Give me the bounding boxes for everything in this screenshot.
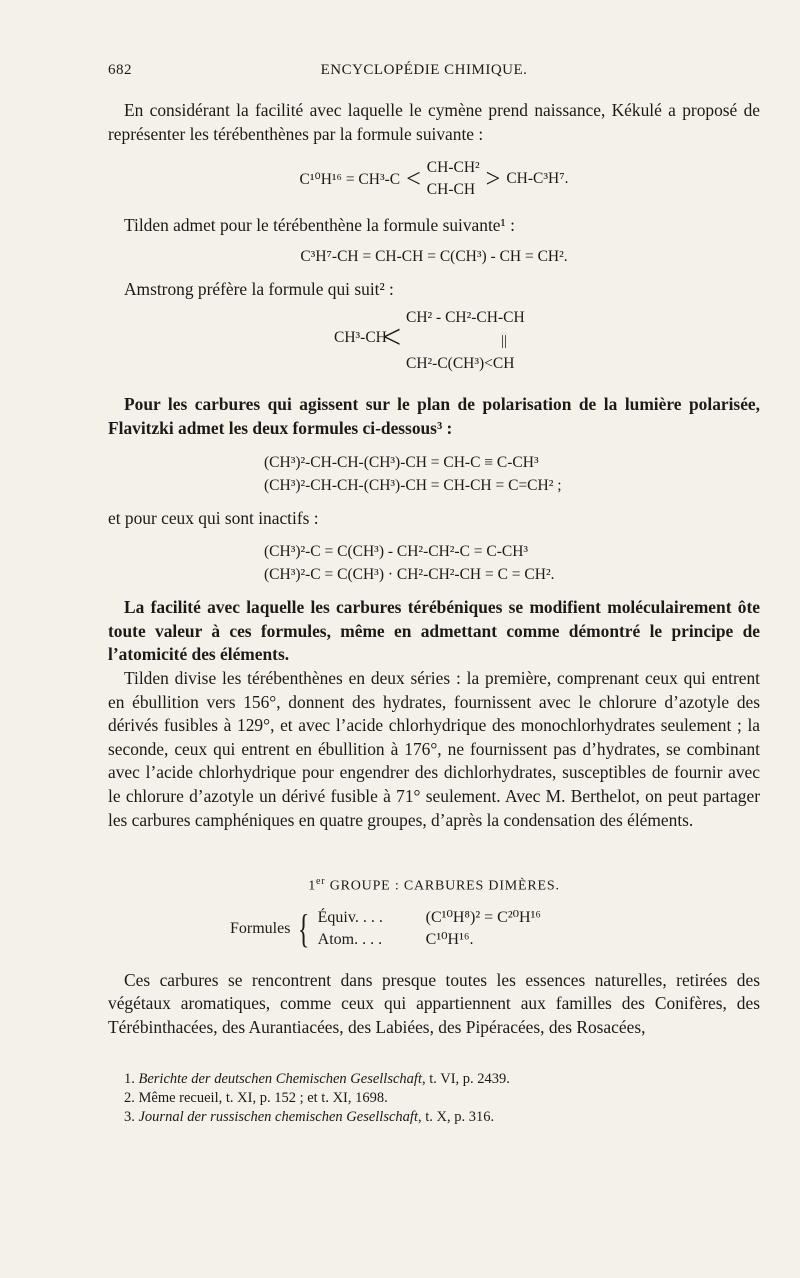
formules-row-name: Équiv. . . . xyxy=(317,908,383,926)
page xyxy=(108,62,760,1127)
group-title: GROUPE : CARBURES DIMÈRES. xyxy=(329,878,560,894)
formula-kekule-bottom: CH-CH xyxy=(426,181,476,199)
paragraph-tilden-series: Tilden divise les térébenthènes en deux séries : la première, comprenant ceux qui entrent en ébullition vers 156°, donnent des hydrates, fournissent avec le chlorure d’azotyle des dérivés fusibles à 129°, et avec l’acide chlorhydrique des monochlorhydrates seulement ; la seconde, ceux qui entrent en ébullition à 176°, ne fournissent pas d’hydrates, se combinant avec l’acide chlorhydrique pour engendrer des dichlorhydrates, susceptibles de fournir avec le chlorure d’azotyle un dérivé fusible à 71° seulement. Avec M. Berthelot, on peut partager les carbures camphéniques en quatre groupes, d’après la condensation des éléments. xyxy=(108,667,760,830)
angle-open: < xyxy=(406,164,421,194)
paragraph-inactifs: et pour ceux qui sont inactifs : xyxy=(108,507,319,528)
formules-rows xyxy=(318,907,541,951)
formules-table xyxy=(230,907,760,951)
footnote xyxy=(108,1108,760,1127)
running-title: ENCYCLOPÉDIE CHIMIQUE. xyxy=(320,62,528,78)
page-number: 682 xyxy=(108,62,132,78)
section-heading xyxy=(108,876,760,895)
formula-line: (CH³)²-CH-CH-(CH³)-CH = CH-C ≡ C-CH³ xyxy=(264,453,539,471)
paragraph-tilden: Tilden admet pour le térébenthène la formule suivante¹ : xyxy=(124,215,515,236)
brace: { xyxy=(298,905,310,951)
footnote xyxy=(108,1070,760,1089)
formula-amstrong-bottom: CH²-C(CH³)<CH xyxy=(406,355,515,373)
formules-row-value: C¹⁰H¹⁶. xyxy=(425,930,474,948)
formules-row xyxy=(318,929,541,951)
formula-flavitzki-inactive xyxy=(264,540,760,586)
footnote-number: 1. xyxy=(124,1070,135,1087)
paragraph-kekule: En considérant la facilité avec laquelle le cymène prend naissance, Kékulé a proposé de représenter les térébenthènes par la formule suivante : xyxy=(108,100,760,144)
paragraph-amstrong: Amstrong préfère la formule qui suit² : xyxy=(124,278,394,299)
formules-row xyxy=(318,907,541,929)
formules-label: Formules xyxy=(230,919,291,937)
formula-kekule xyxy=(108,152,760,206)
footnote-title: Journal der russischen chemischen Gesellschaft xyxy=(138,1108,418,1125)
formula-line: (CH³)²-C = C(CH³) · CH²-CH²-CH = C = CH². xyxy=(264,566,555,584)
formula-amstrong xyxy=(108,305,760,383)
footnote-title: Berichte der deutschen Chemischen Gesellschaft xyxy=(138,1070,422,1087)
paragraph-facilite: La facilité avec laquelle les carbures térébéniques se modifient moléculairement ôte toute valeur à ces formules, même en admettant comme démontré le principe de l’atomicité des éléments. xyxy=(108,597,760,665)
footnote xyxy=(108,1089,760,1108)
paragraph-flavitzki: Pour les carbures qui agissent sur le plan de polarisation de la lumière polarisée, Flavitzki admet les deux formules ci-dessous³ : xyxy=(108,394,760,438)
footnotes xyxy=(108,1070,760,1127)
group-ordinal: 1 xyxy=(308,878,317,894)
formules-row-value: (C¹⁰H⁸)² = C²⁰H¹⁶ xyxy=(425,908,541,926)
paragraph-essences: Ces carbures se rencontrent dans presque toutes les essences naturelles, retirées des végétaux aromatiques, comme ceux qui appartiennent aux familles des Conifères, des Térébinthacées, des Aurantiacées, des Labiées, des Pipéracées, des Rosacées, xyxy=(108,969,760,1037)
running-header xyxy=(108,62,760,79)
formula-flavitzki-active xyxy=(264,451,760,497)
formula-amstrong-left: CH³-CH xyxy=(334,329,387,347)
formula-line: (CH³)²-C = C(CH³) - CH²-CH²-C = C-CH³ xyxy=(264,543,529,561)
angle-open-large: < xyxy=(382,319,402,357)
formula-kekule-top: CH-CH² xyxy=(426,159,480,177)
formula-kekule-right: CH-C³H⁷. xyxy=(506,170,569,188)
formula-line: (CH³)²-CH-CH-(CH³)-CH = CH-CH = C=CH² ; xyxy=(264,476,562,494)
footnote-number: 2. xyxy=(124,1089,135,1106)
formules-row-name: Atom. . . . xyxy=(317,930,383,948)
footnote-number: 3. xyxy=(124,1108,135,1125)
formula-kekule-ring xyxy=(427,157,480,201)
double-bond: || xyxy=(501,333,508,350)
footnote-rest: Même recueil, t. XI, p. 152 ; et t. XI, 1698. xyxy=(138,1089,388,1106)
angle-close: > xyxy=(485,164,501,194)
formula-tilden: C³H⁷-CH = CH-CH = C(CH³) - CH = CH². xyxy=(300,247,568,265)
formula-kekule-left: C¹⁰H¹⁶ = CH³-C xyxy=(299,170,401,188)
formula-amstrong-top: CH² - CH²-CH-CH xyxy=(406,309,525,327)
footnote-rest: , t. X, p. 316. xyxy=(417,1108,495,1125)
footnote-rest: , t. VI, p. 2439. xyxy=(421,1070,510,1087)
group-ordinal-sup: er xyxy=(316,876,326,888)
